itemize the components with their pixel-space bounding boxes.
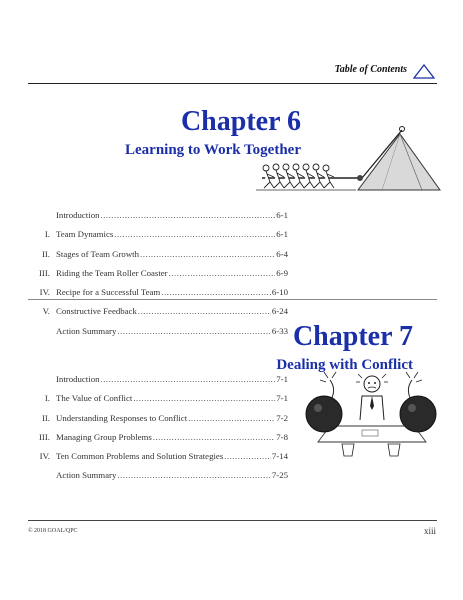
chapter7-title: Chapter 7 [292,321,413,352]
toc-leader [188,413,275,423]
chapter6-title: Chapter 6 [180,106,301,137]
triangle-icon [413,64,435,79]
toc-label: Action Summary [56,325,117,336]
toc-page: 7-1 [276,374,288,384]
toc-row[interactable] [28,306,288,325]
toc-row[interactable] [28,374,288,393]
toc-label: Managing Group Problems [56,431,152,442]
toc-row[interactable] [28,432,288,451]
toc-number: II. [41,248,50,259]
toc-page: 7-1 [276,393,288,404]
toc-row[interactable] [28,210,288,229]
toc-label: Constructive Feedback [56,306,137,317]
section-divider [28,299,437,300]
tug-of-war-illustration [252,120,442,200]
toc-row[interactable] [28,470,288,489]
toc-label: Introduction [56,210,100,220]
toc-leader [133,393,275,403]
toc-row[interactable] [28,413,288,432]
toc-page: 7-14 [271,451,288,462]
footer-page-number: xiii [423,526,436,536]
toc-row[interactable] [28,393,288,412]
toc-row[interactable] [28,249,288,268]
toc-page: 6-33 [271,325,288,336]
footer-copyright: © 2018 GOAL/QPC [28,528,78,534]
toc-page: 7-8 [276,431,288,442]
toc-leader [138,306,271,316]
toc-label: Understanding Responses to Conflict [56,412,188,423]
toc-number: I. [44,393,50,404]
toc-row[interactable] [28,268,288,287]
toc-page: 6-1 [276,210,288,220]
toc-page: 6-4 [276,248,288,259]
toc-row[interactable] [28,287,288,306]
toc-label: Team Dynamics [56,229,114,240]
chapter6-subtitle: Learning to Work Together [125,142,301,158]
header-title: Table of Contents [334,64,407,75]
chapter7-subtitle: Dealing with Conflict [276,357,413,373]
toc-label: Introduction [56,374,100,384]
toc-row[interactable] [28,229,288,248]
toc-row[interactable] [28,326,288,345]
toc-leader [101,374,276,384]
toc-label: Recipe for a Successful Team [56,287,161,298]
toc-number: V. [42,306,50,317]
toc-number: I. [44,229,50,240]
toc-leader [101,210,276,220]
toc-leader [224,451,271,461]
conflict-meeting-illustration [302,370,440,458]
toc-leader [153,432,275,442]
toc-number: III. [39,431,50,442]
toc-page: 6-10 [271,287,288,298]
toc-leader [169,268,276,278]
toc-page: 6-1 [276,229,288,240]
toc-leader [140,249,275,259]
toc-label: Stages of Team Growth [56,248,140,259]
toc-label: Ten Common Problems and Solution Strategies [56,451,224,462]
toc-number: IV. [39,451,50,462]
toc-label: The Value of Conflict [56,393,133,404]
toc-number: II. [41,412,50,423]
toc-page: 6-9 [276,267,288,278]
toc-number: IV. [39,287,50,298]
toc-leader [117,326,271,336]
toc-page: 6-24 [271,306,288,317]
toc-number: III. [39,267,50,278]
footer-rule [28,520,437,521]
toc-label: Riding the Team Roller Coaster [56,267,168,278]
chapter7-toc [28,374,288,490]
chapter6-toc [28,210,288,345]
toc-leader [161,287,271,297]
toc-leader [117,470,271,480]
toc-leader [114,229,275,239]
toc-page: 7-2 [276,412,288,423]
toc-page: 7-25 [271,470,288,481]
header-rule [28,83,437,84]
toc-row[interactable] [28,451,288,470]
toc-label: Action Summary [56,470,117,481]
